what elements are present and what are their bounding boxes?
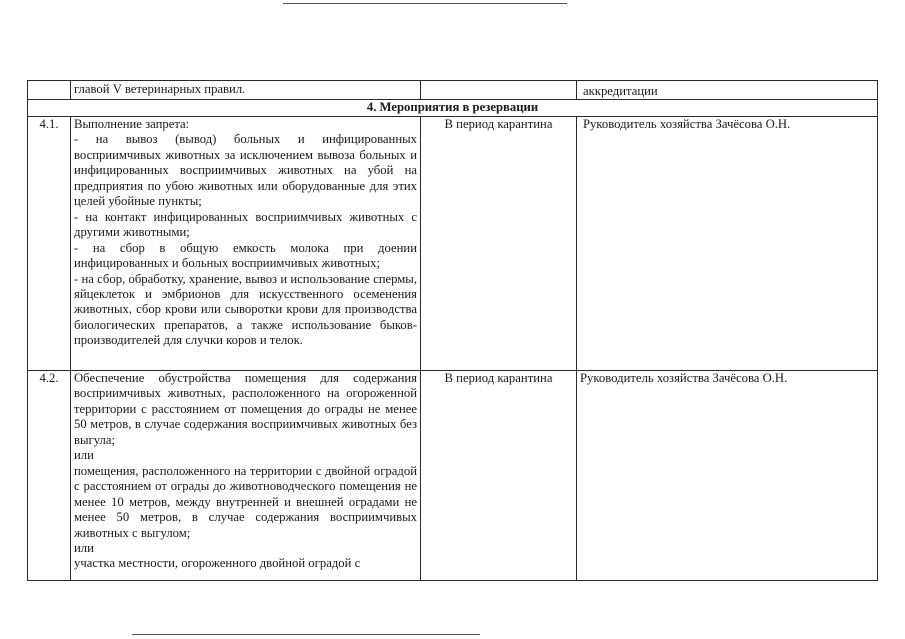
table-row — [28, 81, 878, 100]
measure-line: Выполнение запрета: — [74, 117, 190, 131]
measure-text — [71, 371, 421, 581]
measure-line: или — [74, 540, 94, 555]
measure-line: - на сбор в общую емкость молока при доении инфицированных и больных восприимчивых животных; — [74, 240, 417, 271]
measure-line: или — [74, 448, 94, 463]
period-cell: В период карантина — [421, 117, 577, 371]
bottom-rule — [132, 634, 480, 635]
row-number: 4.1. — [28, 117, 71, 371]
row-number: 4.2. — [28, 371, 71, 581]
row-number-cell — [28, 81, 71, 100]
measure-line: - на вывоз (вывод) больных и инфицированных восприимчивых животных за исключением вывоза больных и инфицированных восприимчивых животных на убой на предприятия по убою животных или оборудованные для этих целей убойные пункты; — [74, 132, 417, 209]
responsible-cell: Руководитель хозяйства Зачёсова О.Н. — [577, 371, 878, 581]
quarantine-measures-table — [27, 80, 878, 581]
measure-line: - на контакт инфицированных восприимчивых животных с другими животными; — [74, 209, 417, 240]
section-header-row — [28, 100, 878, 117]
responsible-cell: Руководитель хозяйства Зачёсова О.Н. — [577, 117, 878, 371]
table-row — [28, 117, 878, 371]
measure-line: - на сбор, обработку, хранение, вывоз и использование спермы, яйцеклеток и эмбрионов для искусственного осеменения животных, сбор крови или сыворотки крови для производства биологических препаратов, а также использование быков-производителей для случки коров и телок. — [74, 271, 417, 348]
period-cell — [421, 81, 577, 100]
measure-line: участка местности, огороженного двойной оградой с — [74, 556, 361, 571]
section-title: 4. Мероприятия в резервации — [28, 100, 878, 117]
measure-text: главой V ветеринарных правил. — [71, 81, 421, 100]
top-rule — [283, 3, 567, 4]
measure-line: помещения, расположенного на территории с двойной оградой с расстоянием от ограды до животноводческого помещения не менее 10 метров, между внутренней и внешней оградами не менее 50 метров, в случае содержания восприимчивых животных с выгулом; — [74, 463, 417, 540]
measure-line: Обеспечение обустройства помещения для содержания восприимчивых животных, расположенного на огороженной территории с расстоянием от помещения до ограды не менее 50 метров, в случае содержания восприимчивых животных без выгула; — [74, 371, 417, 447]
period-cell: В период карантина — [421, 371, 577, 581]
measure-text — [71, 117, 421, 371]
responsible-cell: аккредитации — [577, 81, 878, 100]
table-row — [28, 371, 878, 581]
